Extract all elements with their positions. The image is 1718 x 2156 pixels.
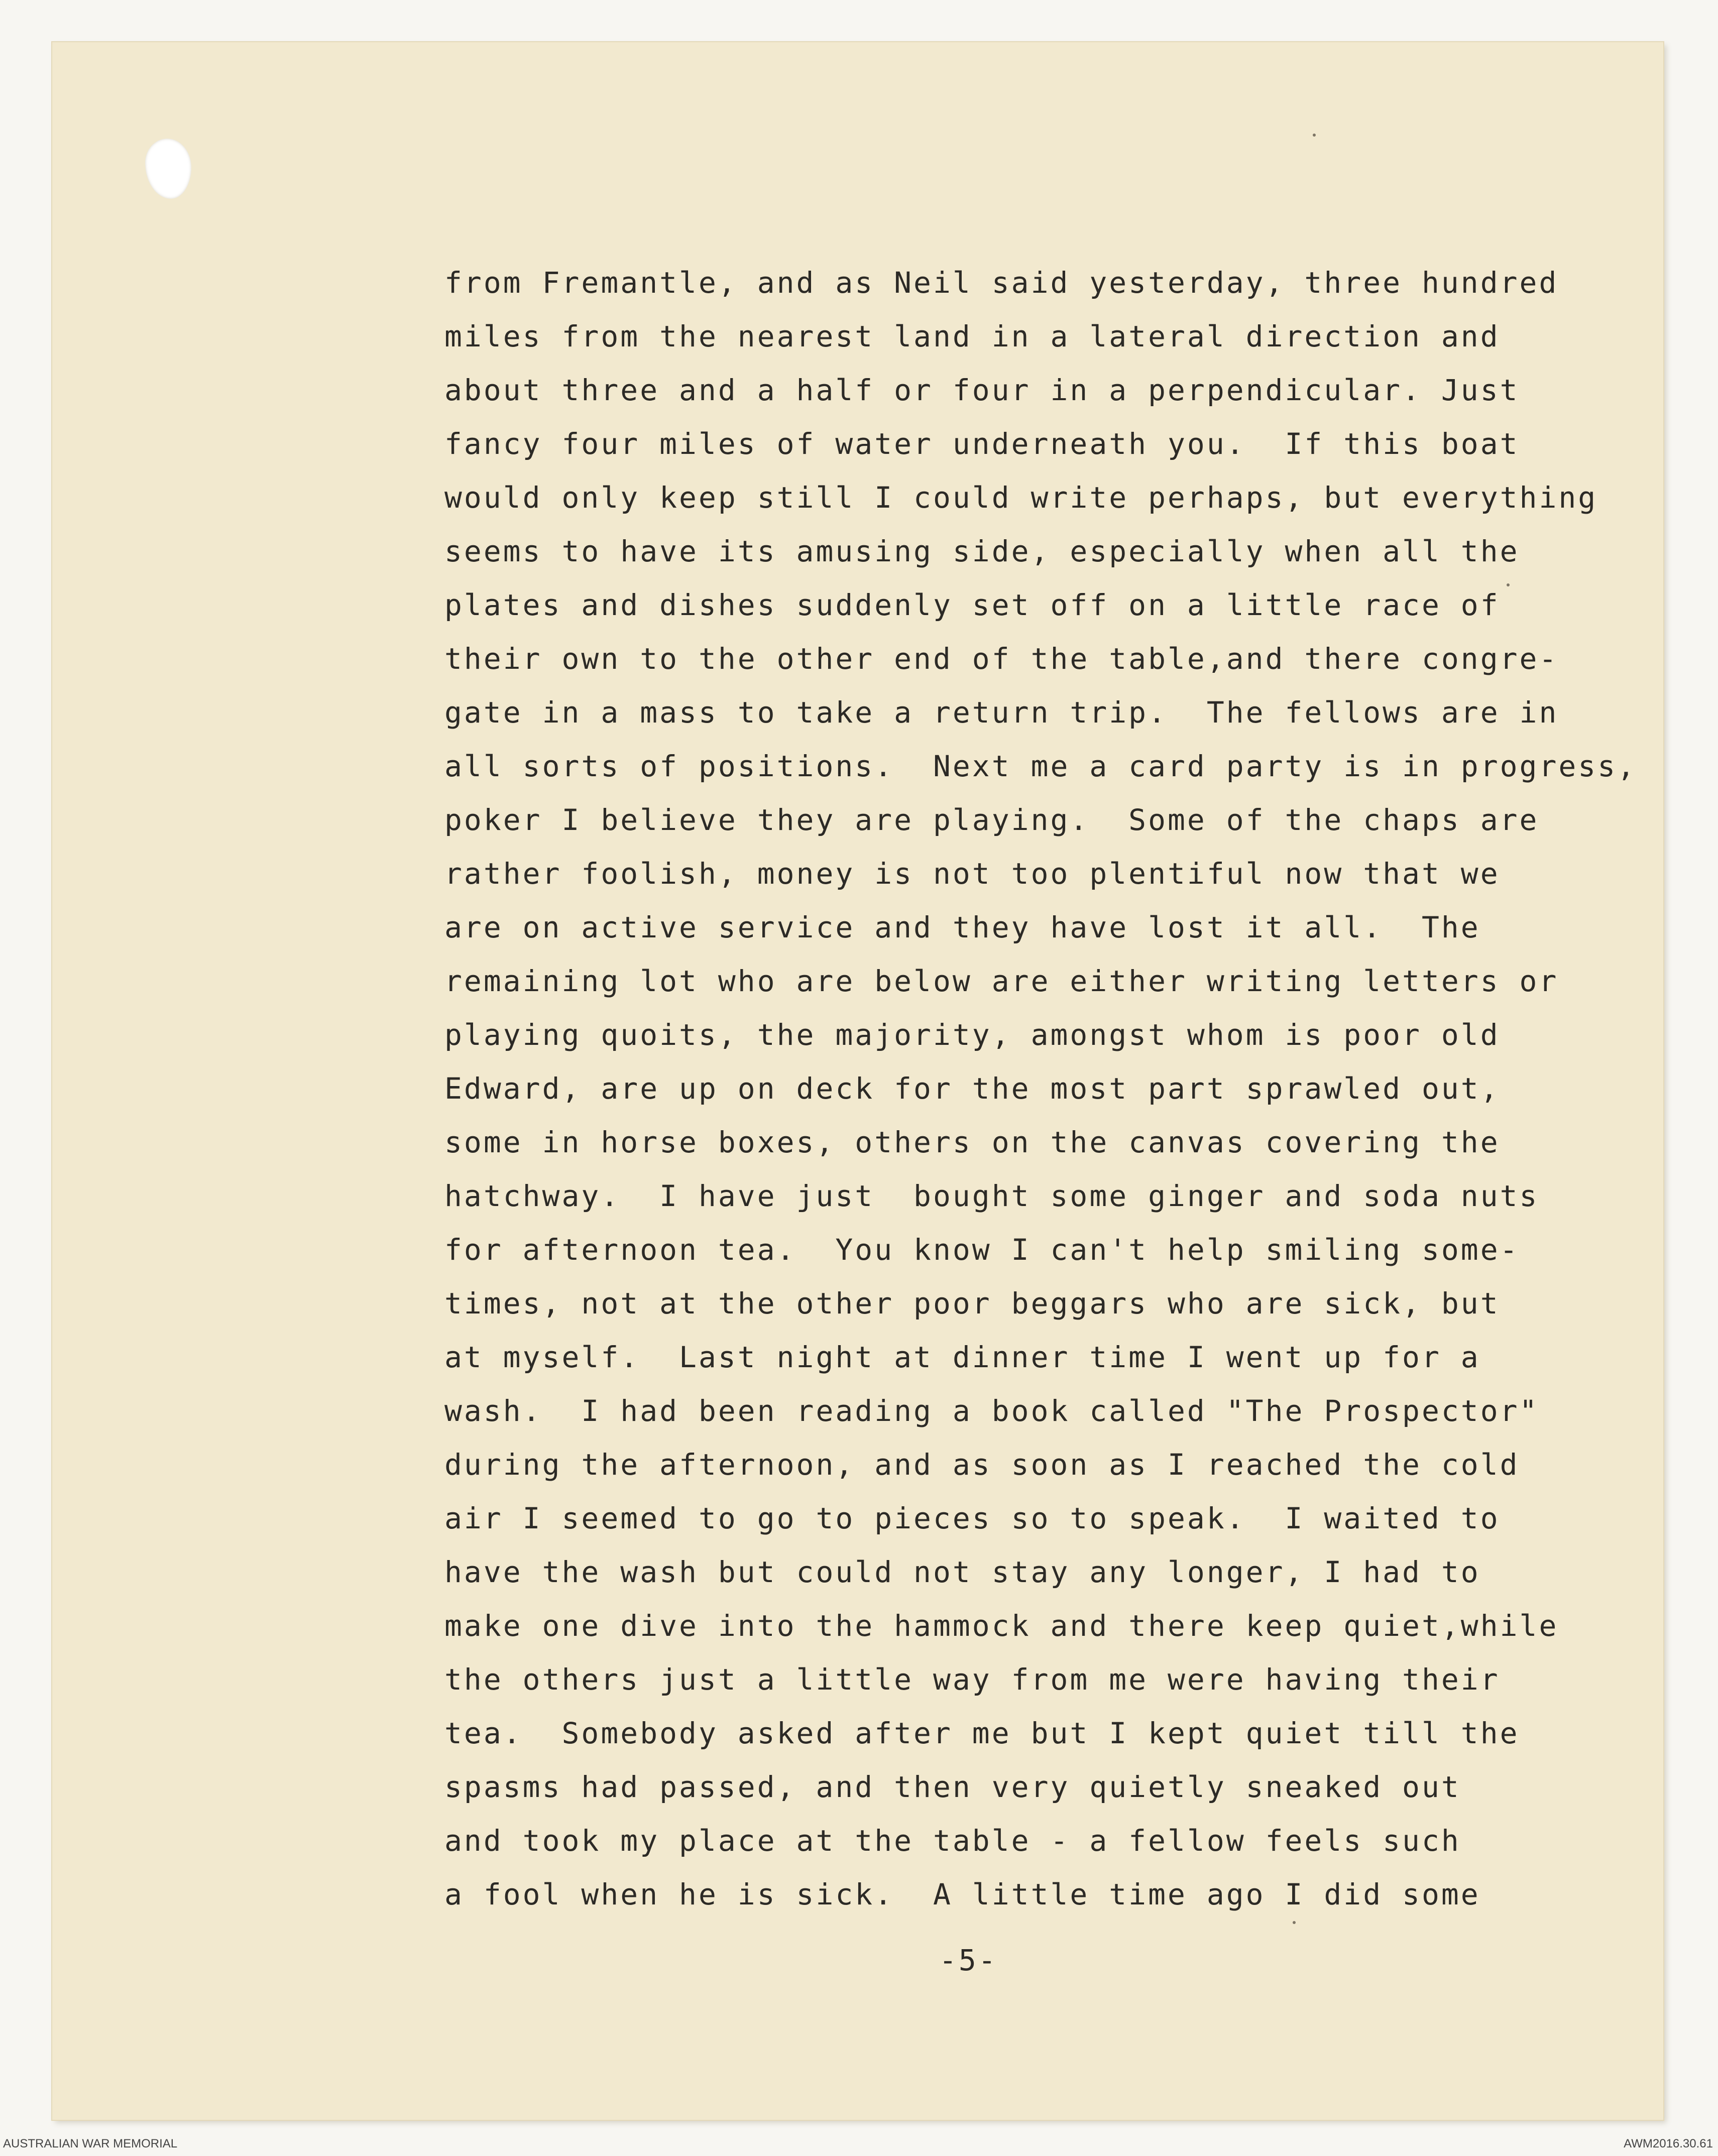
text-line: would only keep still I could write perhaps, but everything (444, 481, 1598, 515)
text-line: their own to the other end of the table,and there congre- (444, 642, 1559, 676)
catalogue-number: AWM2016.30.61 (1624, 2137, 1713, 2150)
letter-body (444, 256, 1660, 1922)
text-line: are on active service and they have lost it all. The (444, 910, 1480, 944)
punch-hole (145, 139, 191, 199)
text-line: during the afternoon, and as soon as I reached the cold (444, 1448, 1520, 1482)
text-line: hatchway. I have just bought some ginger and soda nuts (444, 1179, 1539, 1213)
text-line: rather foolish, money is not too plentiful now that we (444, 857, 1500, 891)
text-line: fancy four miles of water underneath you. If this boat (444, 427, 1520, 461)
text-line: a fool when he is sick. A little time ago I did some (444, 1877, 1480, 1911)
text-line: make one dive into the hammock and there keep quiet,while (444, 1609, 1559, 1643)
text-line: gate in a mass to take a return trip. The fellows are in (444, 695, 1559, 730)
text-line: plates and dishes suddenly set off on a little race of (444, 588, 1500, 622)
text-line: seems to have its amusing side, especially when all the (444, 534, 1520, 568)
text-line: spasms had passed, and then very quietly sneaked out (444, 1770, 1461, 1804)
text-line: playing quoits, the majority, amongst whom is poor old (444, 1018, 1500, 1052)
text-line: times, not at the other poor beggars who are sick, but (444, 1286, 1500, 1321)
text-line: tea. Somebody asked after me but I kept quiet till the (444, 1716, 1520, 1750)
text-line: air I seemed to go to pieces so to speak. I waited to (444, 1501, 1500, 1535)
text-line: the others just a little way from me were having their (444, 1662, 1500, 1697)
archive-credit: AUSTRALIAN WAR MEMORIAL (3, 2137, 178, 2150)
text-line: have the wash but could not stay any longer, I had to (444, 1555, 1480, 1589)
text-line: wash. I had been reading a book called "The Prospector" (444, 1394, 1539, 1428)
text-line: Edward, are up on deck for the most part sprawled out, (444, 1071, 1500, 1106)
text-line: and took my place at the table - a fellow feels such (444, 1824, 1461, 1858)
text-line: from Fremantle, and as Neil said yesterday, three hundred (444, 266, 1559, 300)
text-line: all sorts of positions. Next me a card party is in progress, (444, 749, 1637, 783)
text-line: miles from the nearest land in a lateral direction and (444, 319, 1500, 353)
text-line: remaining lot who are below are either writing letters or (444, 964, 1559, 998)
paper-speck (1313, 134, 1316, 137)
text-line: for afternoon tea. You know I can't help smiling some- (444, 1233, 1520, 1267)
text-line: poker I believe they are playing. Some of the chaps are (444, 803, 1539, 837)
page-number: -5- (939, 1943, 998, 1977)
text-line: some in horse boxes, others on the canvas covering the (444, 1125, 1500, 1159)
text-line: at myself. Last night at dinner time I went up for a (444, 1340, 1480, 1374)
text-line: about three and a half or four in a perpendicular. Just (444, 373, 1520, 407)
